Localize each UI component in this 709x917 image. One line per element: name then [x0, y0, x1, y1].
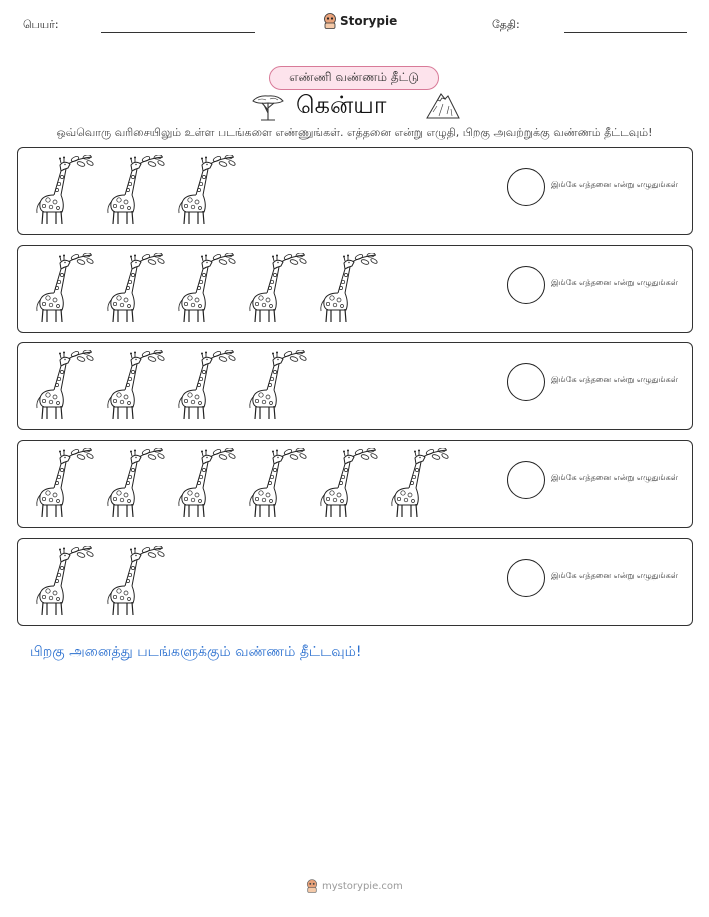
- answer-label: இங்கே எத்தனை என்று எழுதுங்கள்: [551, 375, 678, 384]
- answer-circle[interactable]: [507, 559, 545, 597]
- answer-circle[interactable]: [507, 266, 545, 304]
- title-row: [250, 90, 462, 124]
- giraffe-icon: [172, 448, 243, 518]
- counting-row: [17, 342, 693, 430]
- worksheet-tag-label: எண்ணி வண்ணம் தீட்டு: [289, 70, 419, 84]
- giraffe-icon: [243, 448, 314, 518]
- giraffe-icon: [172, 155, 243, 225]
- giraffe-icon: [101, 448, 172, 518]
- giraffe-group: [30, 350, 314, 420]
- name-line[interactable]: [101, 32, 255, 33]
- answer-label: இங்கே எத்தனை என்று எழுதுங்கள்: [551, 571, 678, 580]
- answer-circle[interactable]: [507, 461, 545, 499]
- storypie-mascot-icon: [306, 879, 318, 893]
- giraffe-icon: [30, 253, 101, 323]
- giraffe-icon: [172, 350, 243, 420]
- giraffe-group: [30, 253, 385, 323]
- giraffe-icon: [30, 448, 101, 518]
- giraffe-icon: [101, 155, 172, 225]
- giraffe-group: [30, 448, 456, 518]
- giraffe-icon: [172, 253, 243, 323]
- brand-logo: [323, 13, 397, 29]
- giraffe-icon: [314, 253, 385, 323]
- name-label: பெயர்:: [23, 18, 59, 31]
- giraffe-icon: [243, 253, 314, 323]
- giraffe-icon: [30, 155, 101, 225]
- answer-label: இங்கே எத்தனை என்று எழுதுங்கள்: [551, 278, 678, 287]
- counting-row: [17, 538, 693, 626]
- giraffe-icon: [385, 448, 456, 518]
- color-all-instruction: பிறகு அனைத்து படங்களுக்கும் வண்ணம் தீட்டவும்!: [30, 644, 362, 660]
- date-label: தேதி:: [492, 18, 520, 31]
- acacia-tree-icon: [250, 92, 286, 122]
- counting-row: [17, 245, 693, 333]
- storypie-mascot-icon: [323, 13, 337, 29]
- instructions: ஒவ்வொரு வரிசையிலும் உள்ள படங்களை எண்ணுங்கள். எத்தனை என்று எழுதி, பிறகு அவற்றுக்கு வண்ணம் தீட்டவும்!: [56, 126, 653, 139]
- counting-row: [17, 147, 693, 235]
- giraffe-icon: [314, 448, 385, 518]
- mountain-icon: [425, 90, 461, 120]
- giraffe-icon: [30, 546, 101, 616]
- giraffe-group: [30, 155, 243, 225]
- answer-circle[interactable]: [507, 363, 545, 401]
- giraffe-icon: [30, 350, 101, 420]
- answer-label: இங்கே எத்தனை என்று எழுதுங்கள்: [551, 473, 678, 482]
- brand-name: Storypie: [340, 14, 398, 28]
- answer-label: இங்கே எத்தனை என்று எழுதுங்கள்: [551, 180, 678, 189]
- date-line[interactable]: [564, 32, 687, 33]
- page-title: கென்யா: [296, 91, 387, 119]
- answer-circle[interactable]: [507, 168, 545, 206]
- site-url: mystorypie.com: [322, 880, 403, 892]
- counting-row: [17, 440, 693, 528]
- giraffe-icon: [243, 350, 314, 420]
- giraffe-icon: [101, 350, 172, 420]
- site-footer: [306, 879, 403, 893]
- giraffe-icon: [101, 253, 172, 323]
- worksheet-tag: [269, 66, 439, 90]
- giraffe-icon: [101, 546, 172, 616]
- giraffe-group: [30, 546, 172, 616]
